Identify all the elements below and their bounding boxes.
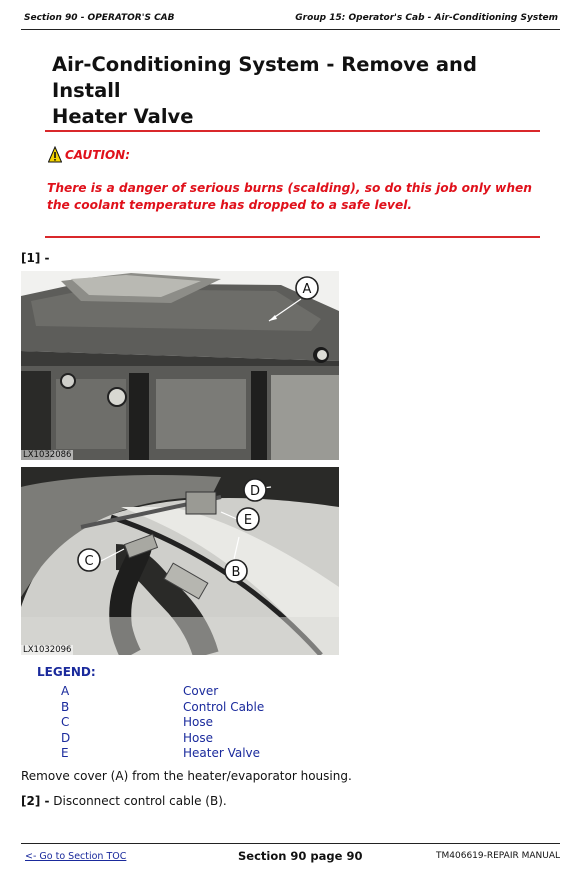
legend-row [61,684,264,700]
legend-row [61,715,264,731]
page-title-line2: Heater Valve [52,105,194,128]
warning-icon [48,146,62,163]
header-section: Section 90 - OPERATOR'S CAB [24,13,175,23]
cab-roof-photo [21,271,339,460]
callout-e: E [243,513,253,528]
caution-heading-label: CAUTION: [65,147,130,162]
figure-id: LX1032096 [23,645,72,655]
step-2-text: Disconnect control cable (B). [49,794,227,808]
step-2 [21,794,227,808]
legend-value: Hose [183,715,213,729]
legend-row [61,731,264,747]
callout-b: B [231,565,241,580]
legend-key: B [61,699,70,714]
footer-manual-id: TM406619-REPAIR MANUAL [436,851,560,861]
page-title-line1: Air-Conditioning System - Remove and Install [52,53,477,102]
heater-valve-photo [21,467,339,655]
legend-value: Hose [183,730,213,745]
callout-a: A [302,282,312,297]
caution-bottom-divider [45,236,540,238]
callout-d: D [249,484,261,499]
legend-list [61,684,264,762]
page-title [52,52,532,130]
legend-value: Control Cable [183,699,265,714]
figure-cab-roof [21,271,339,460]
legend-key: D [61,730,71,745]
caution-heading [48,146,130,163]
legend-title: LEGEND: [37,665,96,679]
section-toc-link[interactable]: <- Go to Section TOC [25,851,127,862]
figure-heater-valve [21,467,339,655]
legend-key: E [61,746,69,760]
step-1-label: [1] - [21,251,50,265]
footer-page-number: Section 90 page 90 [238,849,363,863]
legend-value: Cover [183,684,219,698]
legend-row [61,700,264,716]
legend-value: Heater Valve [183,746,261,760]
legend-key: A [61,684,70,698]
caution-top-divider [45,130,540,132]
footer-divider [21,843,560,844]
caution-text: There is a danger of serious burns (scalding), so do this job only when the coolant temperature has dropped to a safe level. [47,181,532,212]
legend-row [61,746,264,762]
callout-c: C [84,554,94,569]
figure-id: LX1032086 [23,450,72,460]
step-2-label: [2] - [21,794,50,808]
header-group: Group 15: Operator's Cab - Air-Conditioning System [295,13,558,23]
instruction-remove-cover: Remove cover (A) from the heater/evaporator housing. [21,769,352,783]
legend-key: C [61,715,70,729]
header-divider [21,29,560,30]
